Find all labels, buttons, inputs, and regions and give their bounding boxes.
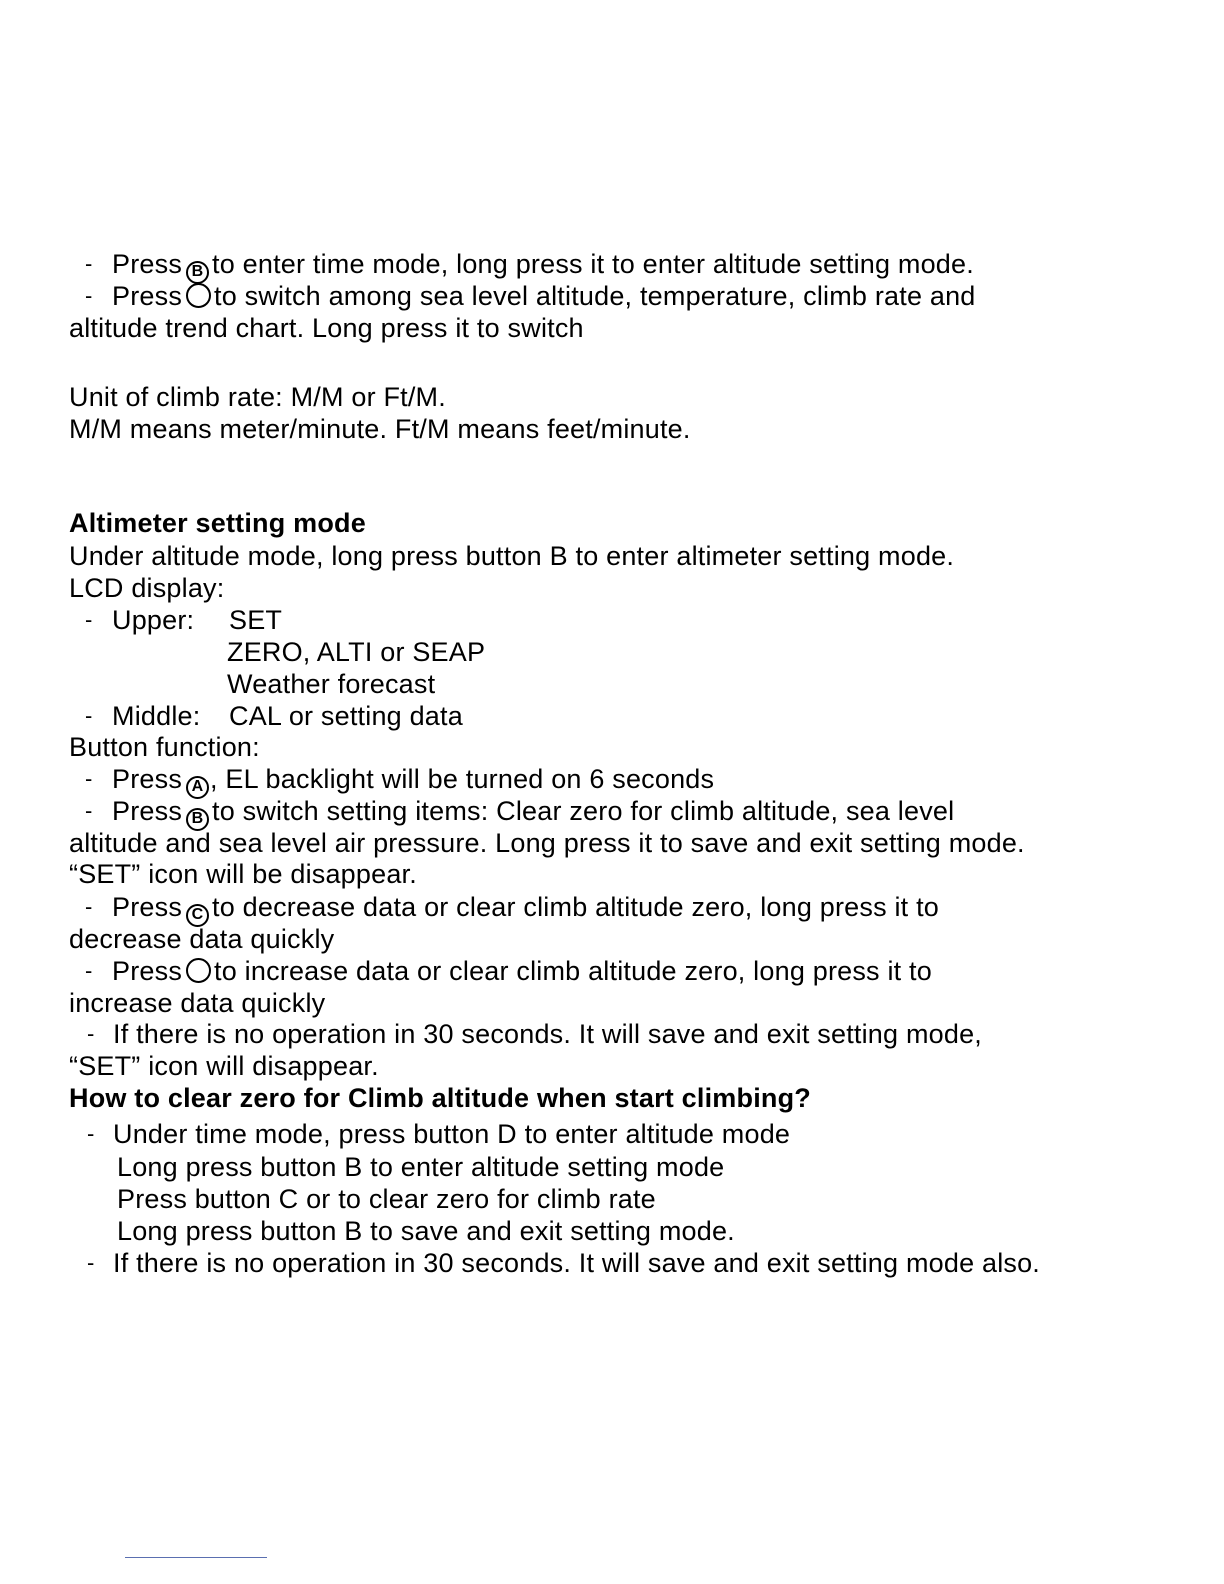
button-c-icon: C [186, 904, 209, 927]
button-d-circle-icon [186, 283, 211, 308]
clear-zero-step-1: Under time mode, press button D to enter altitude mode [113, 1119, 791, 1149]
press-label: Press [112, 796, 183, 826]
clear-zero-step-4: Long press button B to save and exit setting mode. [117, 1216, 735, 1246]
press-d-switch-line [112, 280, 976, 312]
no-operation-line: If there is no operation in 30 seconds. It will save and exit setting mode, [113, 1019, 982, 1049]
press-b-description: to switch setting items: Clear zero for climb altitude, sea level [212, 796, 955, 826]
clear-zero-final: If there is no operation in 30 seconds. It will save and exit setting mode also. [113, 1248, 1041, 1278]
press-b-continuation-1: altitude and sea level air pressure. Long press it to save and exit setting mode. [69, 828, 1025, 858]
press-d-description: to increase data or clear climb altitude zero, long press it to [214, 956, 932, 986]
clear-zero-step-3: Press button C or to clear zero for climb rate [117, 1184, 656, 1214]
press-b-description: to enter time mode, long press it to enter altitude setting mode. [212, 249, 974, 279]
bullet-dash: - [85, 251, 93, 276]
bullet-dash: - [85, 283, 93, 308]
press-a-description: , EL backlight will be turned on 6 seconds [210, 764, 715, 794]
upper-value-zero: ZERO, ALTI or SEAP [227, 637, 486, 667]
bullet-dash: - [85, 894, 93, 919]
press-c-description: to decrease data or clear climb altitude zero, long press it to [212, 892, 939, 922]
press-label: Press [112, 281, 183, 311]
switch-continuation: altitude trend chart. Long press it to switch [69, 313, 584, 343]
bullet-dash: - [85, 958, 93, 983]
press-d-continuation: increase data quickly [69, 988, 326, 1018]
clear-zero-step-2: Long press button B to enter altitude setting mode [117, 1152, 725, 1182]
press-c-line [112, 891, 939, 927]
press-label: Press [112, 956, 183, 986]
press-b-setting-line [112, 795, 954, 831]
altimeter-heading: Altimeter setting mode [69, 508, 366, 538]
bullet-dash: - [87, 1021, 95, 1046]
bullet-dash: - [85, 607, 93, 632]
climb-rate-unit-meaning: M/M means meter/minute. Ft/M means feet/minute. [69, 414, 691, 444]
press-label: Press [112, 892, 183, 922]
button-function-label: Button function: [69, 732, 260, 762]
bullet-dash: - [87, 1121, 95, 1146]
button-b-icon: B [186, 261, 209, 284]
clear-zero-heading: How to clear zero for Climb altitude when start climbing? [69, 1083, 811, 1113]
press-d-description: to switch among sea level altitude, temperature, climb rate and [214, 281, 976, 311]
altimeter-intro: Under altitude mode, long press button B to enter altimeter setting mode. [69, 541, 955, 571]
bullet-dash: - [87, 1250, 95, 1275]
no-operation-continuation: “SET” icon will disappear. [69, 1051, 379, 1081]
bullet-dash: - [85, 766, 93, 791]
button-b-icon: B [186, 808, 209, 831]
lcd-display-label: LCD display: [69, 573, 225, 603]
press-b-time-line [112, 248, 974, 284]
footer-rule [125, 1557, 267, 1558]
climb-rate-unit: Unit of climb rate: M/M or Ft/M. [69, 382, 446, 412]
press-label: Press [112, 764, 183, 794]
bullet-dash: - [85, 703, 93, 728]
press-d-line [112, 955, 932, 987]
upper-value-weather: Weather forecast [227, 669, 436, 699]
press-c-continuation: decrease data quickly [69, 924, 335, 954]
upper-label: Upper: [112, 605, 195, 635]
upper-value-set: SET [229, 605, 283, 635]
bullet-dash: - [85, 798, 93, 823]
press-a-line [112, 763, 714, 799]
press-label: Press [112, 249, 183, 279]
button-a-icon: A [186, 776, 209, 799]
middle-label: Middle: [112, 701, 201, 731]
middle-value: CAL or setting data [229, 701, 463, 731]
button-d-circle-icon [186, 958, 211, 983]
press-b-continuation-2: “SET” icon will be disappear. [69, 859, 417, 889]
